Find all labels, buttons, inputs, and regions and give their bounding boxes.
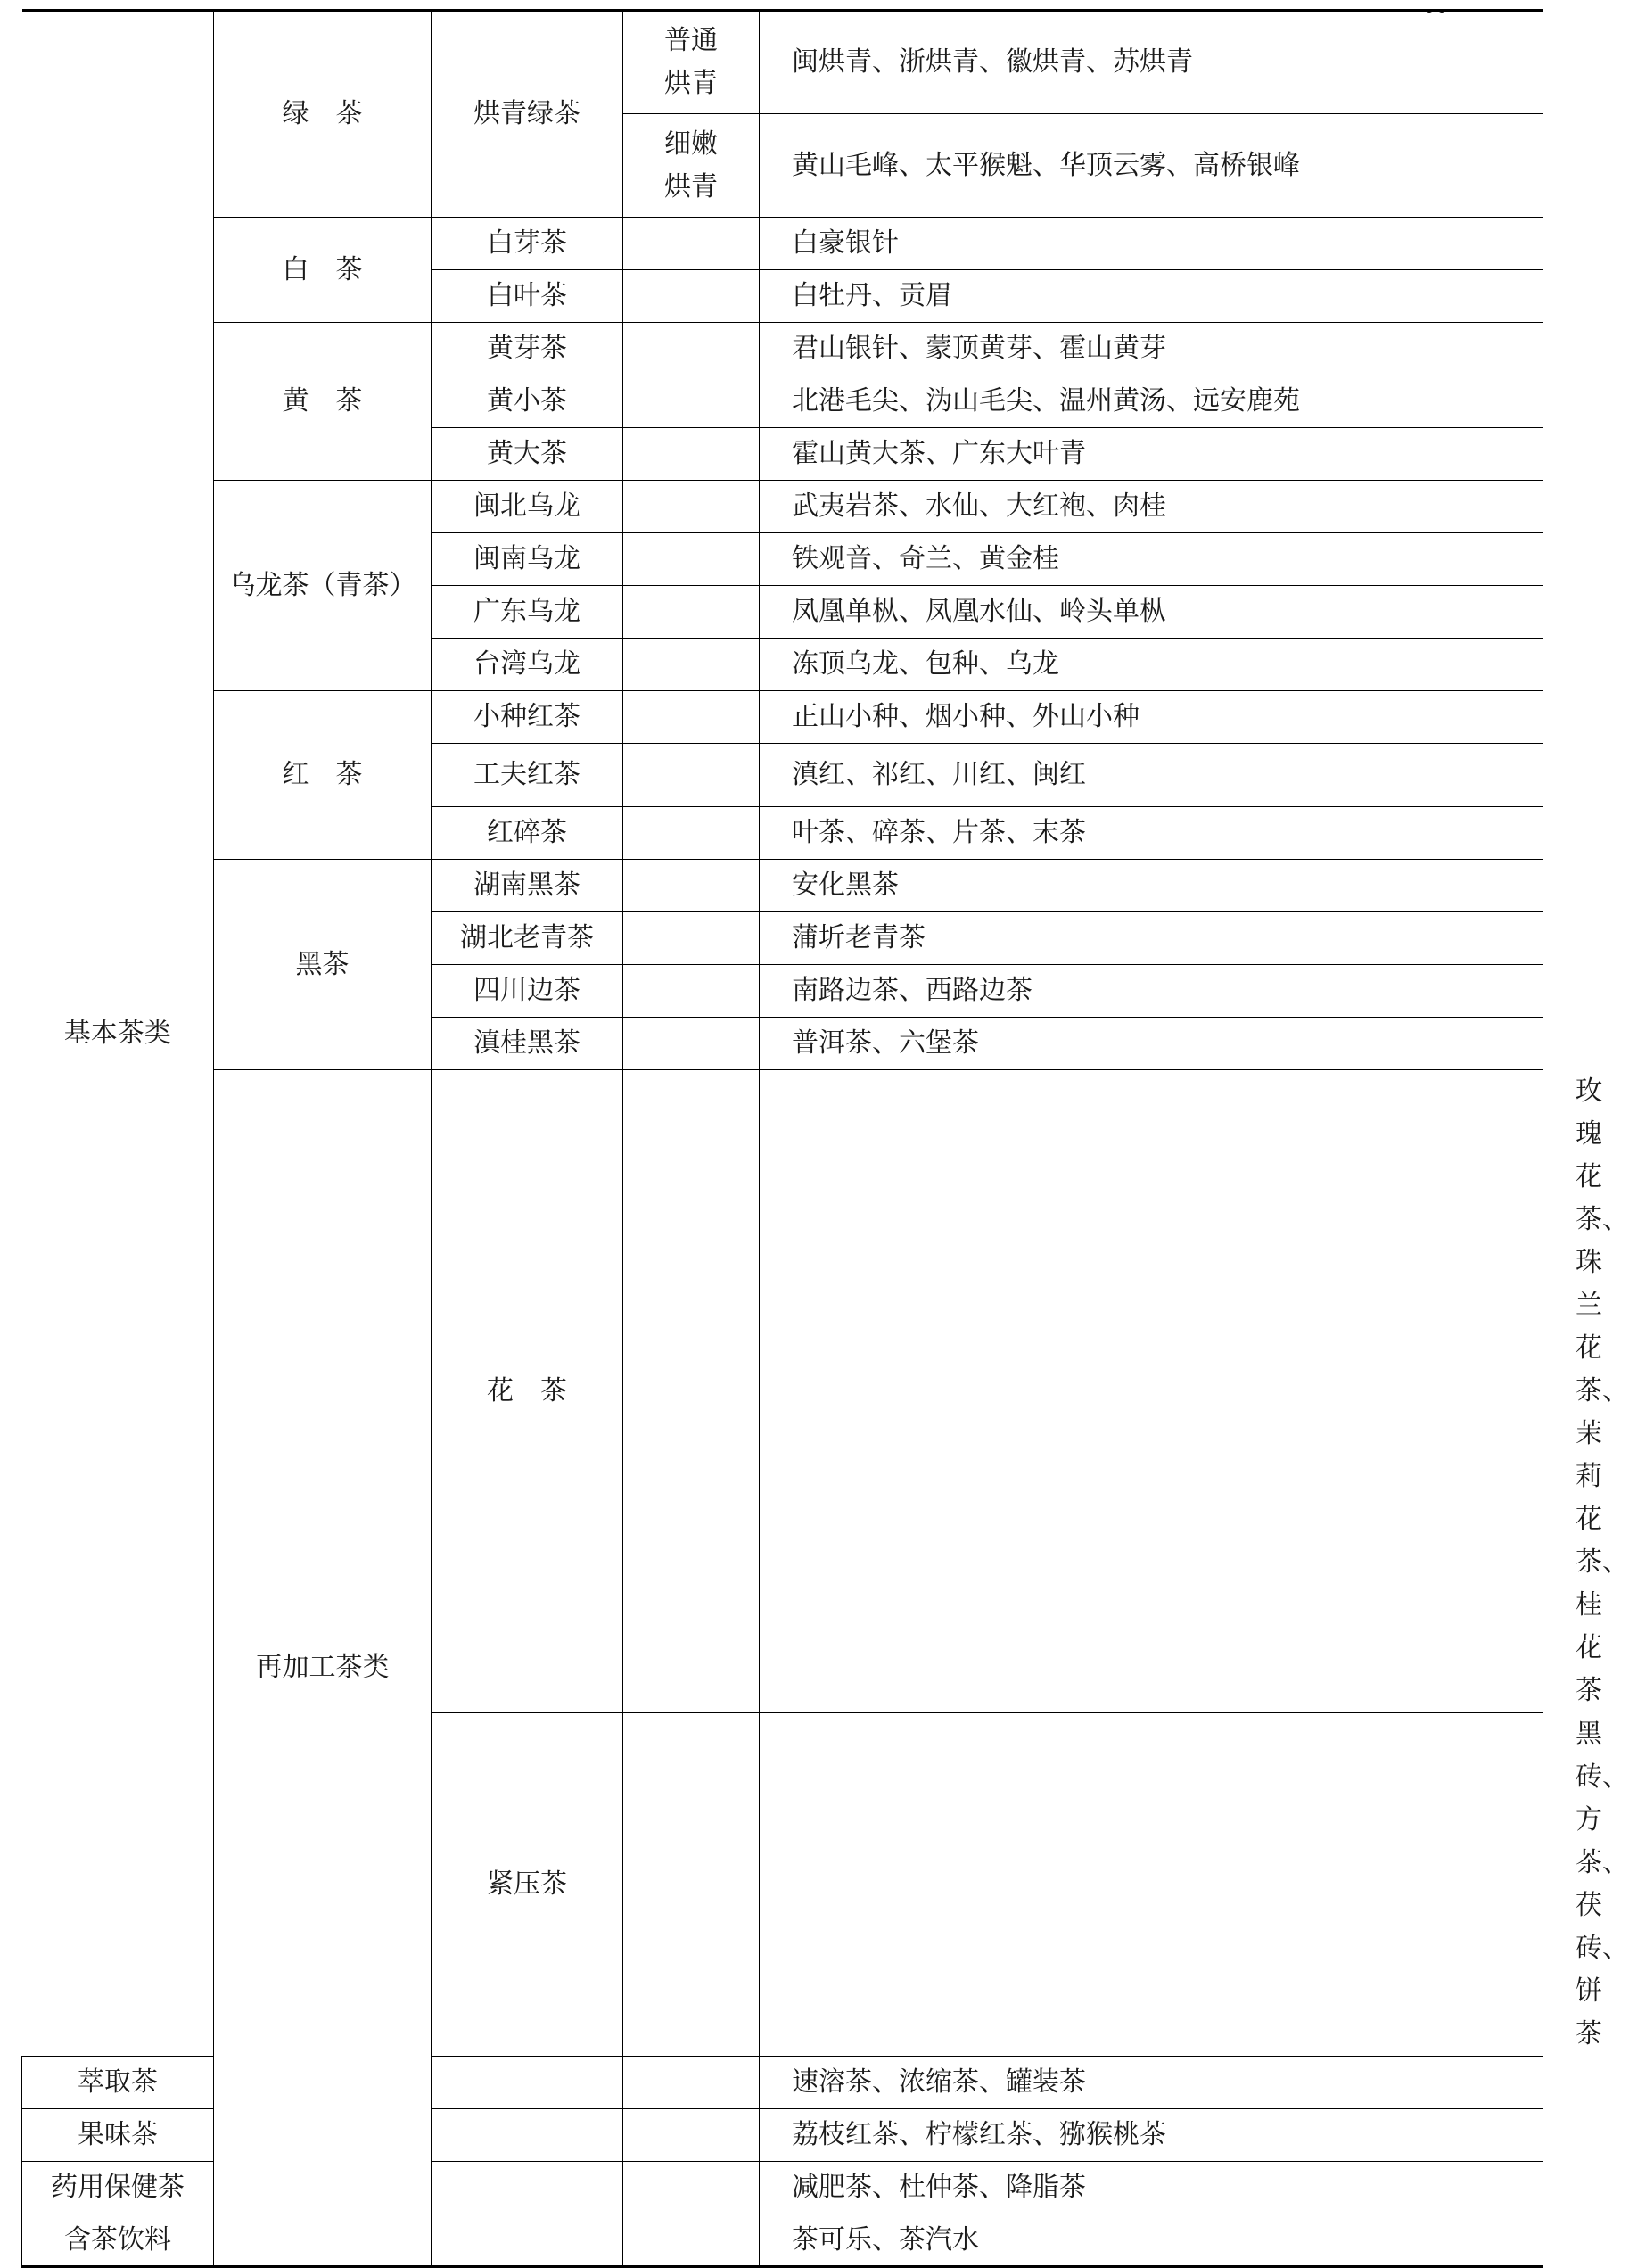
grade-putong-line1: 普通 xyxy=(664,25,718,56)
grade-empty xyxy=(623,2214,760,2267)
examples-hubei: 蒲圻老青茶 xyxy=(760,912,1543,965)
grade-empty xyxy=(623,2162,760,2214)
subtype-hubei: 湖北老青茶 xyxy=(432,912,623,965)
grade-empty xyxy=(623,807,760,860)
type-green: 绿 茶 xyxy=(214,11,432,218)
examples-yellow-bud: 君山银针、蒙顶黄芽、霍山黄芽 xyxy=(760,323,1543,375)
grade-empty xyxy=(760,1713,1543,2057)
examples-minnan: 铁观音、奇兰、黄金桂 xyxy=(760,533,1543,586)
grade-xinen-line2: 烘青 xyxy=(664,170,718,202)
examples-guangdong: 凤凰单枞、凤凰水仙、岭头单枞 xyxy=(760,586,1543,639)
subtype-yellow-small: 黄小茶 xyxy=(432,375,623,428)
table-row xyxy=(22,691,1543,744)
subtype-yellow-large: 黄大茶 xyxy=(432,428,623,481)
subtype-sichuan: 四川边茶 xyxy=(432,965,623,1018)
subtype-diangui: 滇桂黑茶 xyxy=(432,1018,623,1070)
grade-empty xyxy=(623,691,760,744)
grade-empty xyxy=(623,2109,760,2162)
table-row xyxy=(22,323,1543,375)
category-reprocessed: 再加工茶类 xyxy=(214,1070,432,2267)
examples-yellow-small: 北港毛尖、沩山毛尖、温州黄汤、远安鹿苑 xyxy=(760,375,1543,428)
table-row: 再加工茶类 花 茶 玫瑰花茶、珠兰花茶、茉莉花茶、桂花茶 xyxy=(22,1070,1543,1713)
subtype-empty xyxy=(432,2109,623,2162)
category-basic: 基本茶类 xyxy=(22,11,214,2057)
grade-empty xyxy=(623,218,760,270)
type-black: 红 茶 xyxy=(214,691,432,860)
grade-empty xyxy=(623,965,760,1018)
type-beverage: 含茶饮料 xyxy=(22,2214,214,2267)
type-oolong: 乌龙茶（青茶） xyxy=(214,481,432,691)
examples-gongfu: 滇红、祁红、川红、闽红 xyxy=(760,744,1543,807)
tea-classification-table xyxy=(21,9,1629,2268)
grade-empty xyxy=(623,481,760,533)
type-dark: 黑茶 xyxy=(214,860,432,1070)
subtype-minnan: 闽南乌龙 xyxy=(432,533,623,586)
type-yellow: 黄 茶 xyxy=(214,323,432,481)
examples-xinen: 黄山毛峰、太平猴魁、华顶云雾、高桥银峰 xyxy=(760,114,1543,218)
grade-empty xyxy=(623,533,760,586)
subtype-empty xyxy=(432,2057,623,2109)
subtype-gongfu: 工夫红茶 xyxy=(432,744,623,807)
subtype-taiwan: 台湾乌龙 xyxy=(432,639,623,691)
grade-empty xyxy=(623,428,760,481)
type-white: 白 茶 xyxy=(214,218,432,323)
subtype-hunan: 湖南黑茶 xyxy=(432,860,623,912)
subtype-broken: 红碎茶 xyxy=(432,807,623,860)
table-row: 紧压茶 黑砖、方茶、茯砖、饼茶 xyxy=(22,1713,1543,2057)
examples-white-leaf: 白牡丹、贡眉 xyxy=(760,270,1543,323)
grade-empty xyxy=(623,375,760,428)
grade-empty xyxy=(623,586,760,639)
examples-white-bud: 白豪银针 xyxy=(760,218,1543,270)
examples-sichuan: 南路边茶、西路边茶 xyxy=(760,965,1543,1018)
subtype-guangdong: 广东乌龙 xyxy=(432,586,623,639)
type-extracted: 萃取茶 xyxy=(22,2057,214,2109)
grade-putong-line2: 烘青 xyxy=(664,68,718,99)
examples-broken: 叶茶、碎茶、片茶、末茶 xyxy=(760,807,1543,860)
subtype-yellow-bud: 黄芽茶 xyxy=(432,323,623,375)
examples-hunan: 安化黑茶 xyxy=(760,860,1543,912)
examples-beverage: 茶可乐、茶汽水 xyxy=(760,2214,1543,2267)
examples-putong: 闽烘青、浙烘青、徽烘青、苏烘青 xyxy=(760,11,1543,114)
table-row xyxy=(22,218,1543,270)
type-fruit: 果味茶 xyxy=(22,2109,214,2162)
type-pressed: 紧压茶 xyxy=(432,1713,623,2057)
grade-empty xyxy=(623,860,760,912)
examples-fruit: 荔枝红茶、柠檬红茶、猕猴桃茶 xyxy=(760,2109,1543,2162)
subtype-empty xyxy=(623,1070,760,1713)
grade-empty xyxy=(623,744,760,807)
type-medicinal: 药用保健茶 xyxy=(22,2162,214,2214)
grade-empty xyxy=(760,1070,1543,1713)
grade-empty xyxy=(623,639,760,691)
continued-mark xyxy=(1425,0,1459,6)
examples-diangui: 普洱茶、六堡茶 xyxy=(760,1018,1543,1070)
examples-minbei: 武夷岩茶、水仙、大红袍、肉桂 xyxy=(760,481,1543,533)
subtype-white-bud: 白芽茶 xyxy=(432,218,623,270)
grade-empty xyxy=(623,912,760,965)
grade-xinen-line1: 细嫩 xyxy=(664,128,718,160)
subtype-souchong: 小种红茶 xyxy=(432,691,623,744)
examples-taiwan: 冻顶乌龙、包种、乌龙 xyxy=(760,639,1543,691)
examples-yellow-large: 霍山黄大茶、广东大叶青 xyxy=(760,428,1543,481)
grade-putong xyxy=(623,11,760,114)
subtype-white-leaf: 白叶茶 xyxy=(432,270,623,323)
table-row xyxy=(22,11,1543,114)
grade-xinen xyxy=(623,114,760,218)
subtype-empty xyxy=(432,2162,623,2214)
subtype-empty xyxy=(623,1713,760,2057)
grade-empty xyxy=(623,2057,760,2109)
examples-medicinal: 减肥茶、杜仲茶、降脂茶 xyxy=(760,2162,1543,2214)
table-row xyxy=(22,481,1543,533)
grade-empty xyxy=(623,270,760,323)
examples-souchong: 正山小种、烟小种、外山小种 xyxy=(760,691,1543,744)
table-row xyxy=(22,860,1543,912)
examples-extracted: 速溶茶、浓缩茶、罐装茶 xyxy=(760,2057,1543,2109)
grade-empty xyxy=(623,323,760,375)
grade-empty xyxy=(623,1018,760,1070)
subtype-minbei: 闽北乌龙 xyxy=(432,481,623,533)
subtype-hongqing: 烘青绿茶 xyxy=(432,11,623,218)
subtype-empty xyxy=(432,2214,623,2267)
type-flower: 花 茶 xyxy=(432,1070,623,1713)
